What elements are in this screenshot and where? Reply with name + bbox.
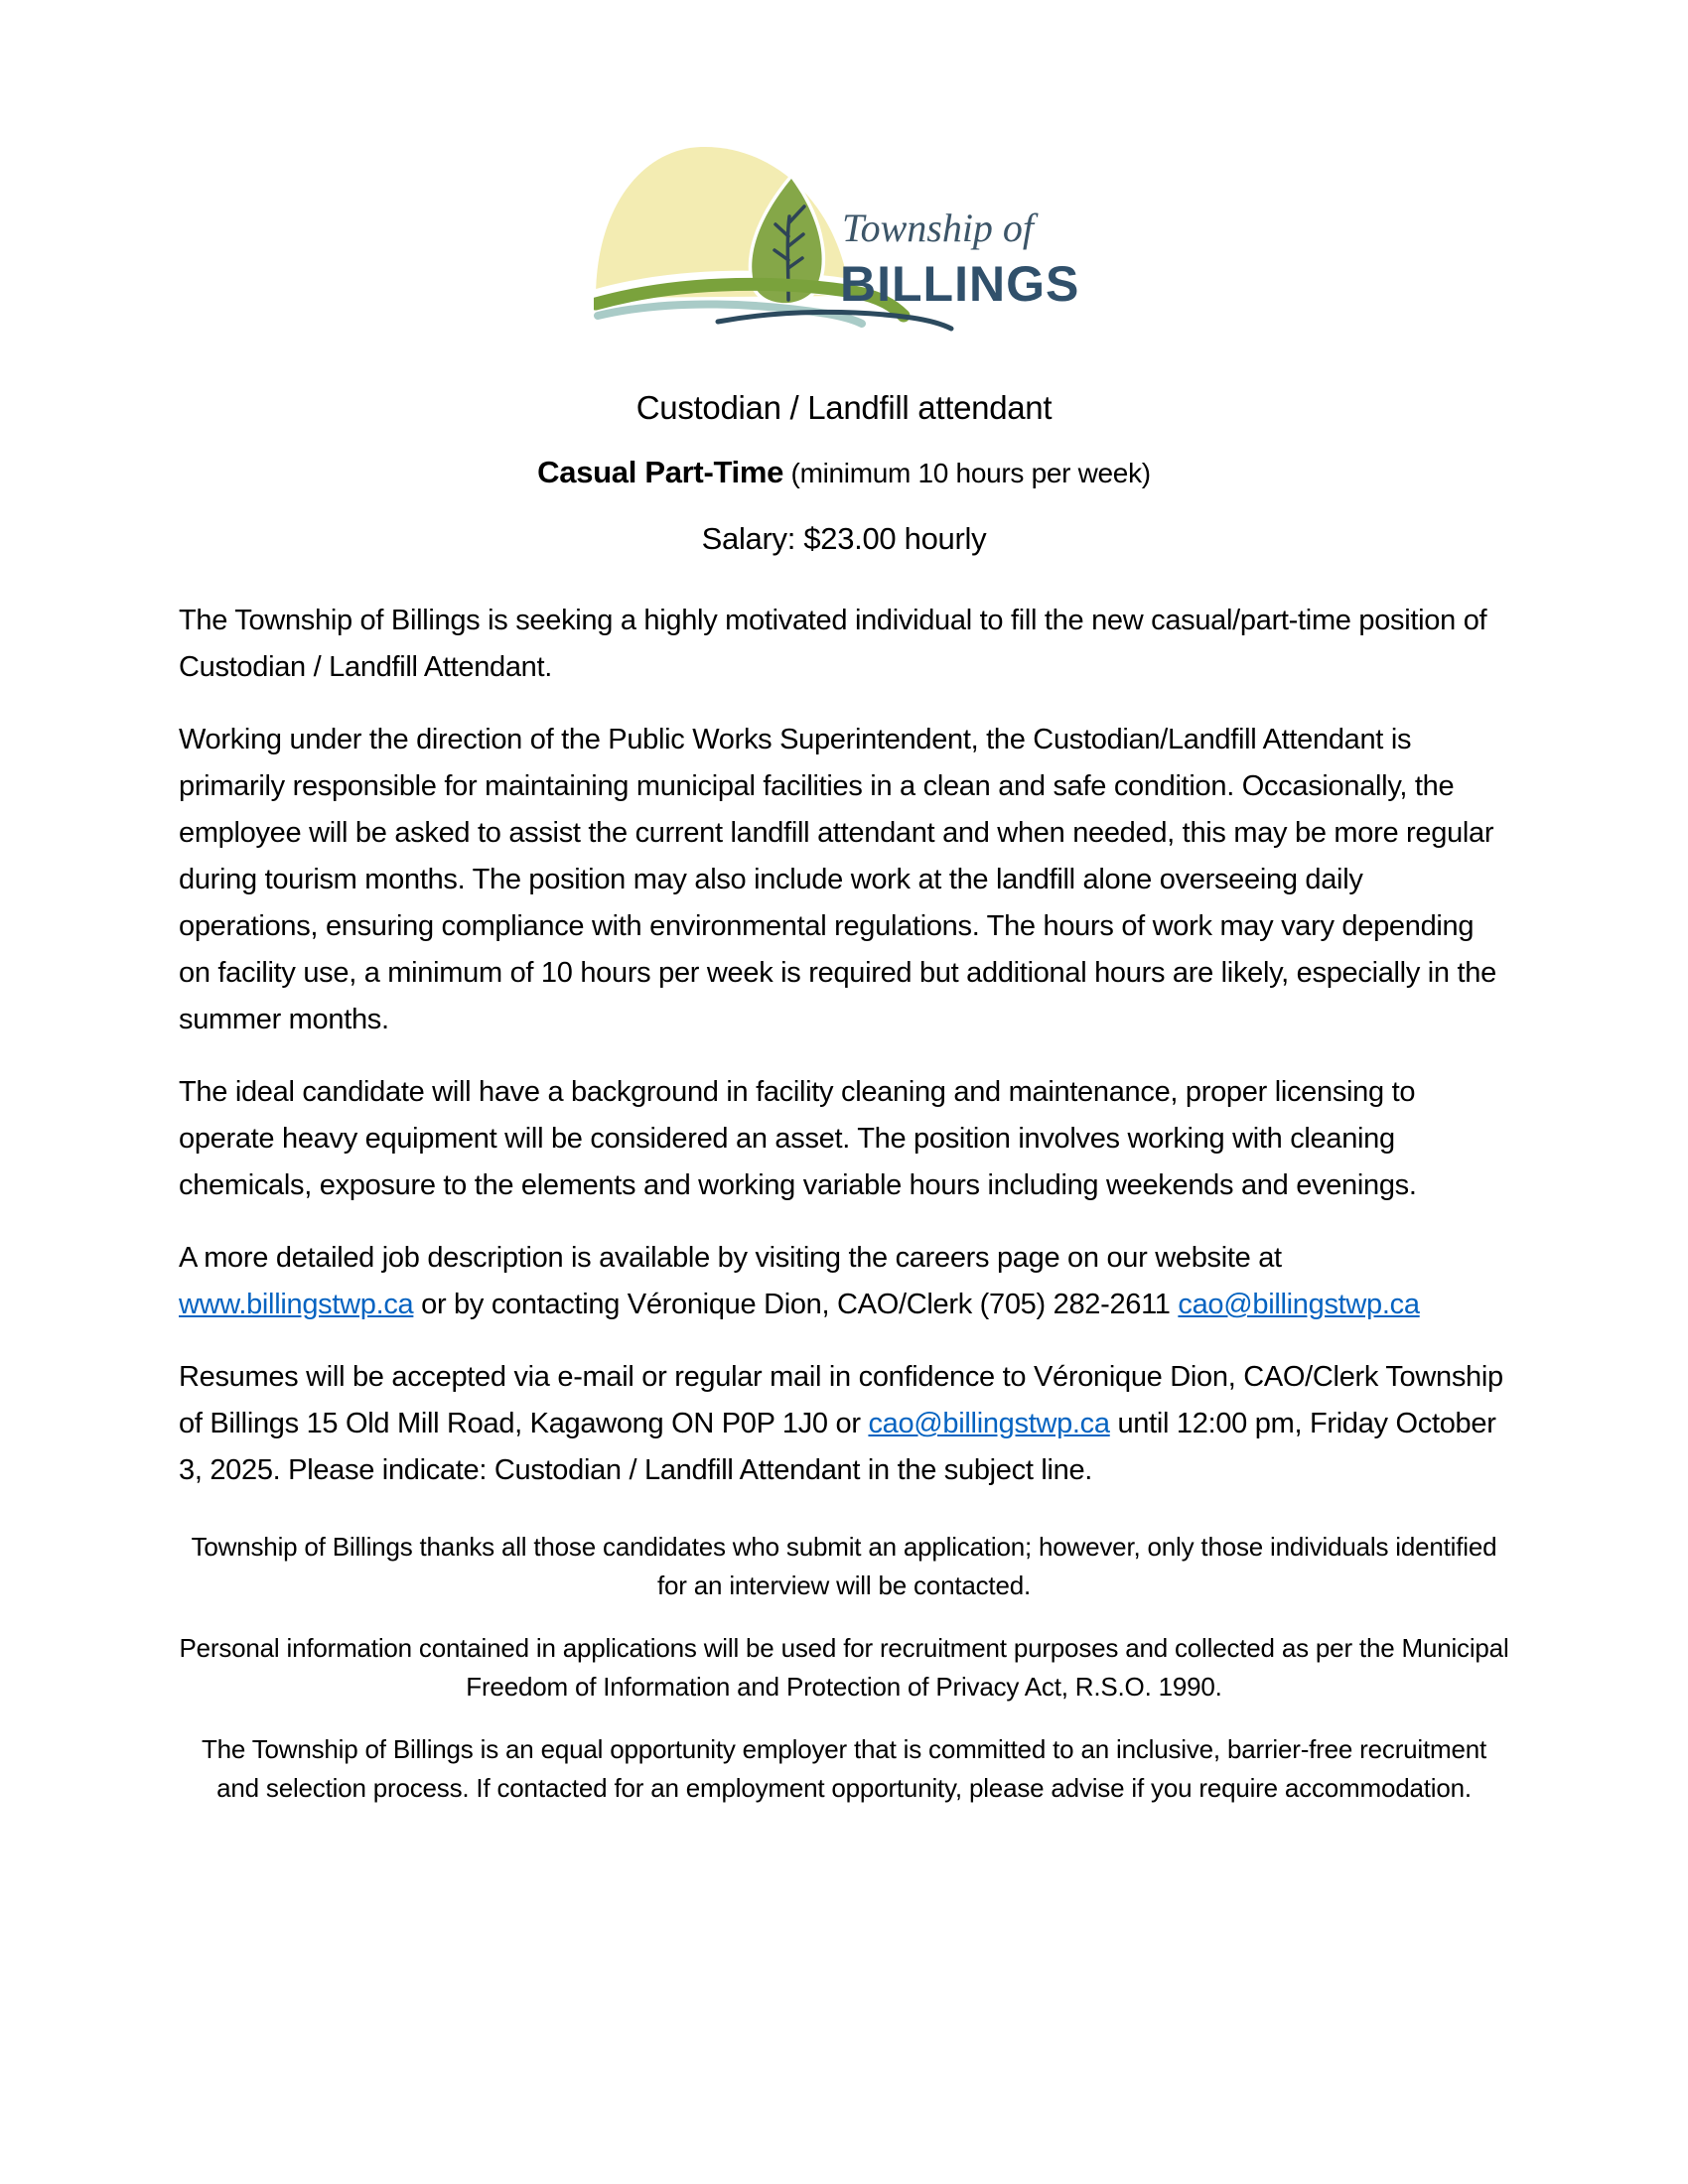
- logo-billings-text: BILLINGS: [839, 256, 1079, 312]
- logo-township-of-text: Township of: [841, 205, 1034, 250]
- more-info-text-1: A more detailed job description is available by visiting the careers page on our website at: [179, 1242, 1282, 1274]
- apply-paragraph: [179, 1354, 1509, 1494]
- footnotes: [179, 1528, 1509, 1808]
- employment-line: [0, 454, 1688, 492]
- email-link[interactable]: cao@billingstwp.ca: [1178, 1289, 1420, 1320]
- salary-line: Salary: $23.00 hourly: [701, 521, 987, 556]
- candidate-paragraph: The ideal candidate will have a background in facility cleaning and maintenance, proper licensing to operate heavy equipment will be considered an asset. The position involves working with cleaning chemicals, exposure to the elements and working variable hours including weekends and evenings.: [179, 1076, 1417, 1201]
- job-description: [179, 598, 1509, 1494]
- township-logo-graphic: [594, 139, 1095, 334]
- job-title: Custodian / Landfill attendant: [635, 389, 1053, 426]
- thanks-note: Township of Billings thanks all those candidates who submit an application; however, only those individuals identified for an interview will be contacted.: [191, 1532, 1497, 1600]
- equal-opportunity-note: The Township of Billings is an equal opportunity employer that is committed to an inclusive, barrier-free recruitment and selection process. If contacted for an employment opportunity, please advise if you require accommodation.: [201, 1734, 1487, 1803]
- employment-note: (minimum 10 hours per week): [783, 458, 1151, 488]
- apply-text-2: until 12:00 pm, Friday October 3, 2025. Please indicate: Custodian / Landfill Attendant in the subject line.: [179, 1408, 1496, 1486]
- duties-paragraph: Working under the direction of the Public Works Superintendent, the Custodian/Landfill Attendant is primarily responsible for maintaining municipal facilities in a clean and safe condition. Occasionally, the employee will be asked to assist the current landfill attendant and when needed, this may be more regular during tourism months. The position may also include work at the landfill alone overseeing daily operations, ensuring compliance with environmental regulations. The hours of work may vary depending on facility use, a minimum of 10 hours per week is required but additional hours are likely, especially in the summer months.: [179, 724, 1496, 1035]
- apply-email-link[interactable]: cao@billingstwp.ca: [868, 1408, 1110, 1439]
- website-link[interactable]: www.billingstwp.ca: [179, 1289, 414, 1320]
- more-info-text-2: or by contacting Véronique Dion, CAO/Clerk (705) 282-2611: [413, 1289, 1179, 1320]
- township-logo: [0, 139, 1688, 339]
- apply-text-1: Resumes will be accepted via e-mail or regular mail in confidence to Véronique Dion, CAO/Clerk Township of Billings 15 Old Mill Road, Kagawong ON P0P 1J0 or: [179, 1361, 1503, 1439]
- more-info-paragraph: [179, 1235, 1509, 1328]
- employment-type: Casual Part-Time: [537, 455, 784, 489]
- intro-paragraph: The Township of Billings is seeking a highly motivated individual to fill the new casual/part-time position of Custodian / Landfill Attendant.: [179, 605, 1487, 683]
- privacy-note: Personal information contained in applications will be used for recruitment purposes and collected as per the Municipal Freedom of Information and Protection of Privacy Act, R.S.O. 1990.: [179, 1633, 1509, 1702]
- logo-wave-navy: [718, 312, 951, 329]
